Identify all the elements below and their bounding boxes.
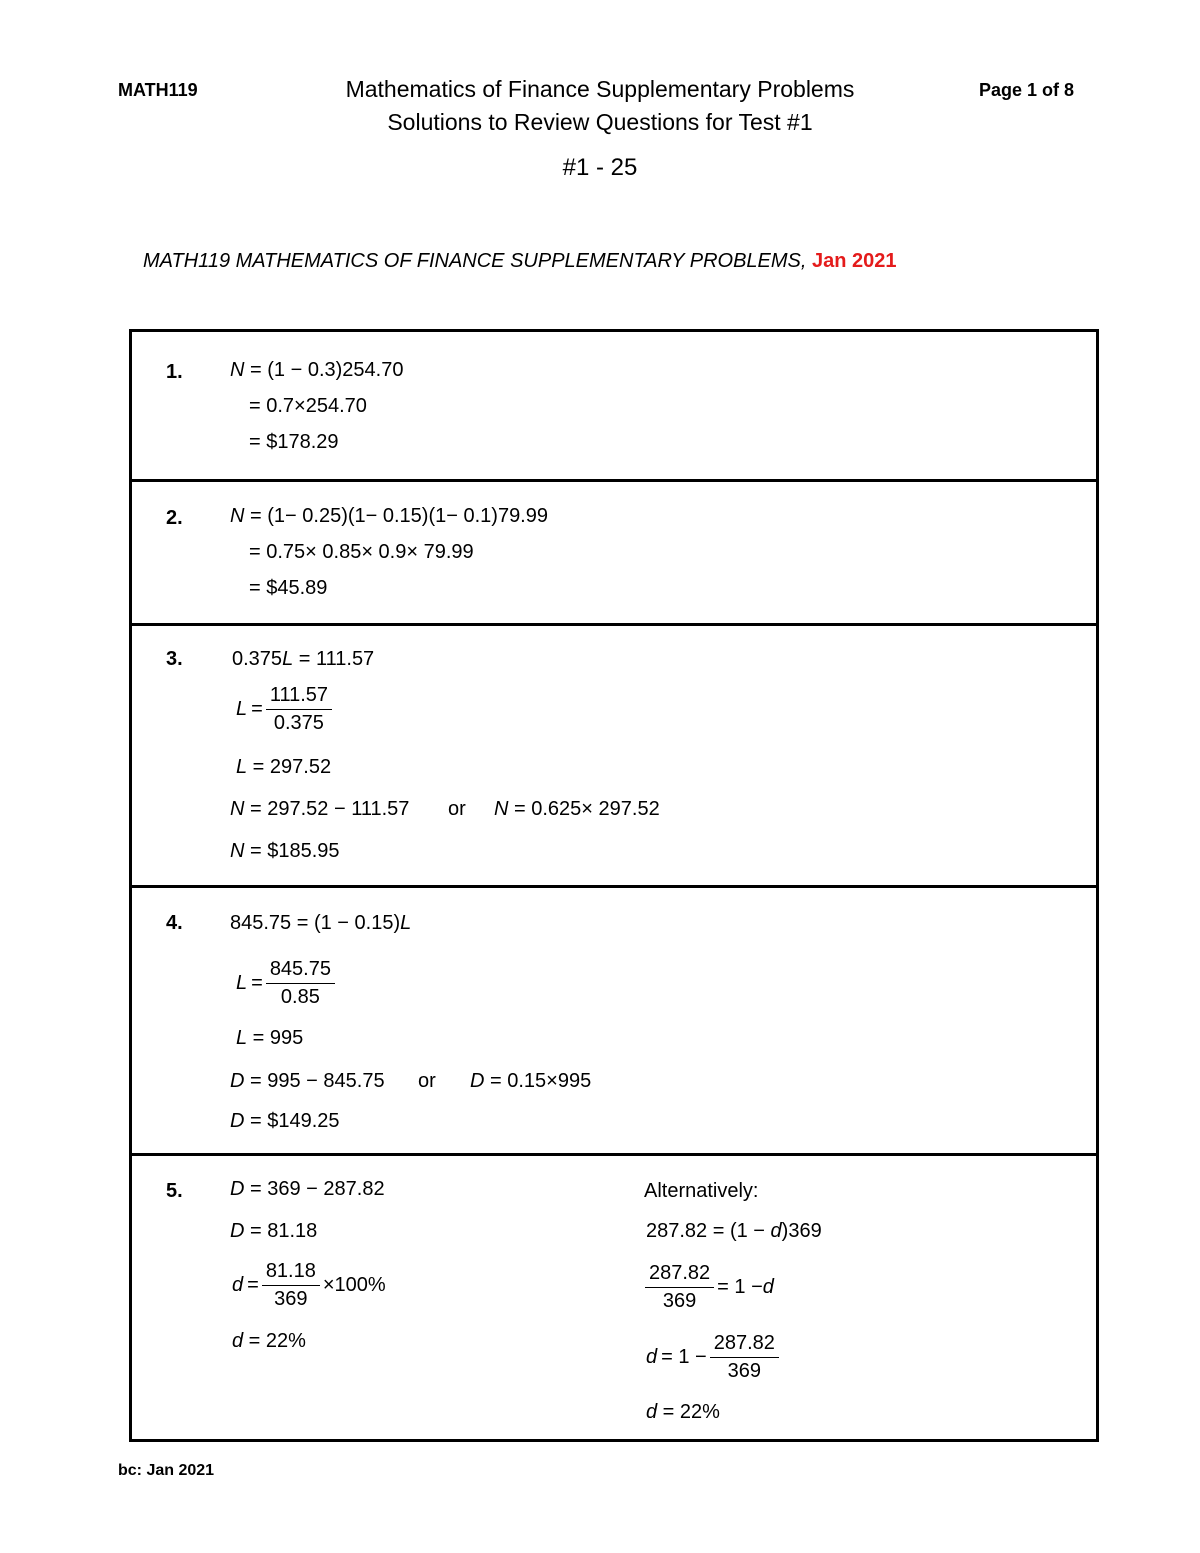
variable: N [230,840,245,862]
equation-line [230,1220,317,1243]
question-range: #1 - 25 [562,154,638,181]
equation-line [232,1330,306,1353]
problem-number: 2. [166,507,183,529]
variable: L [236,1027,248,1049]
expression: )369 [781,1220,822,1242]
equation-line [236,756,331,779]
solution-row-5 [132,1153,1096,1442]
equation-line [646,1401,720,1424]
equals: = [247,1274,259,1296]
equation-line: = $45.89 [249,577,328,599]
alternative-label: Alternatively: [644,1180,759,1202]
course-banner [143,250,897,273]
solution-row-3 [132,623,1096,885]
variable: N [230,798,245,820]
equation-line [646,1220,822,1243]
equation-line: = 0.75× 0.85× 0.9× 79.99 [249,541,474,563]
expression: 287.82 = (1 − [646,1220,771,1242]
variable: d [232,1330,244,1352]
expression: = (1− 0.25)(1− 0.15)(1− 0.1)79.99 [244,505,548,527]
numerator: 845.75 [266,958,335,984]
equation-line [230,1110,340,1133]
equation-line [494,798,660,821]
expression: = 0.625× 297.52 [508,798,660,820]
variable: d [646,1401,658,1423]
expression: = 111.57 [293,648,375,670]
denominator: 369 [662,1290,697,1312]
denominator: 0.375 [273,712,324,734]
expression: = 369 − 287.82 [244,1178,385,1200]
problem-number: 1. [166,361,183,383]
equation-line [470,1070,591,1093]
coefficient: 0.375 [232,648,283,670]
variable: d [646,1346,658,1368]
banner-date: Jan 2021 [812,250,897,272]
variable: L [400,912,412,934]
equation-line [230,505,548,528]
fraction-line [232,1260,386,1311]
numerator: 287.82 [645,1262,714,1288]
equation-line [230,798,409,821]
equation-line: = $178.29 [249,431,339,453]
variable: N [230,505,245,527]
expression: = (1 − 0.3)254.70 [244,359,404,381]
expression: = 995 [247,1027,304,1049]
equation-line [230,840,340,863]
numerator: 287.82 [710,1332,779,1358]
expression: = 81.18 [244,1220,318,1242]
problem-number: 4. [166,912,183,934]
equation-line [232,648,374,671]
fraction-line [646,1332,782,1383]
fraction-line [236,958,338,1009]
page-number: Page 1 of 8 [978,80,1074,100]
expression: = 297.52 [247,756,332,778]
variable: D [230,1178,245,1200]
variable: d [762,1276,774,1298]
denominator: 0.85 [280,986,320,1008]
equation-line: = 0.7×254.70 [249,395,367,417]
variable: d [232,1274,244,1296]
equation-line [230,912,411,935]
banner-text: MATH119 MATHEMATICS OF FINANCE SUPPLEMENTARY PROBLEMS, [143,250,813,272]
solution-row-4 [132,885,1096,1153]
variable: D [230,1220,245,1242]
numerator: 81.18 [262,1260,320,1286]
equation-line [230,1070,385,1093]
variable: D [230,1070,245,1092]
variable: N [230,359,245,381]
variable: L [282,648,294,670]
problem-number: 5. [166,1180,183,1202]
expression: = 995 − 845.75 [244,1070,385,1092]
footer-note: bc: Jan 2021 [118,1462,215,1479]
expression: = $185.95 [244,840,340,862]
equation-line [230,359,403,382]
numerator: 111.57 [266,684,332,710]
expression: 845.75 = (1 − 0.15) [230,912,401,934]
document-title: Mathematics of Finance Supplementary Problems [345,76,855,102]
equals: = [251,972,263,994]
solution-row-2 [132,479,1096,623]
expression: = 22% [657,1401,720,1423]
variable: D [230,1110,245,1132]
expression: = 0.15×995 [484,1070,592,1092]
denominator: 369 [274,1288,308,1310]
variable: D [470,1070,485,1092]
expression: = 22% [243,1330,306,1352]
equals: = [251,698,263,720]
or-label: or [448,798,466,820]
equation-line [230,1178,385,1201]
denominator: 369 [727,1360,761,1382]
variable: d [770,1220,782,1242]
problem-number: 3. [166,648,183,670]
or-label: or [418,1070,436,1092]
variable: L [236,698,248,720]
solutions-table [129,329,1099,1442]
fraction-line [642,1262,774,1313]
expression: = 1 − [661,1346,707,1368]
expression: = 1 − [717,1276,763,1298]
document-subtitle: Solutions to Review Questions for Test #1 [387,109,813,135]
course-code: MATH119 [118,80,198,100]
variable: L [236,756,248,778]
expression: = 297.52 − 111.57 [244,798,410,820]
fraction-line [236,684,335,735]
expression: ×100% [322,1274,386,1296]
variable: L [236,972,248,994]
solution-row-1 [132,332,1096,479]
expression: = $149.25 [244,1110,340,1132]
variable: N [494,798,509,820]
equation-line [236,1027,303,1050]
